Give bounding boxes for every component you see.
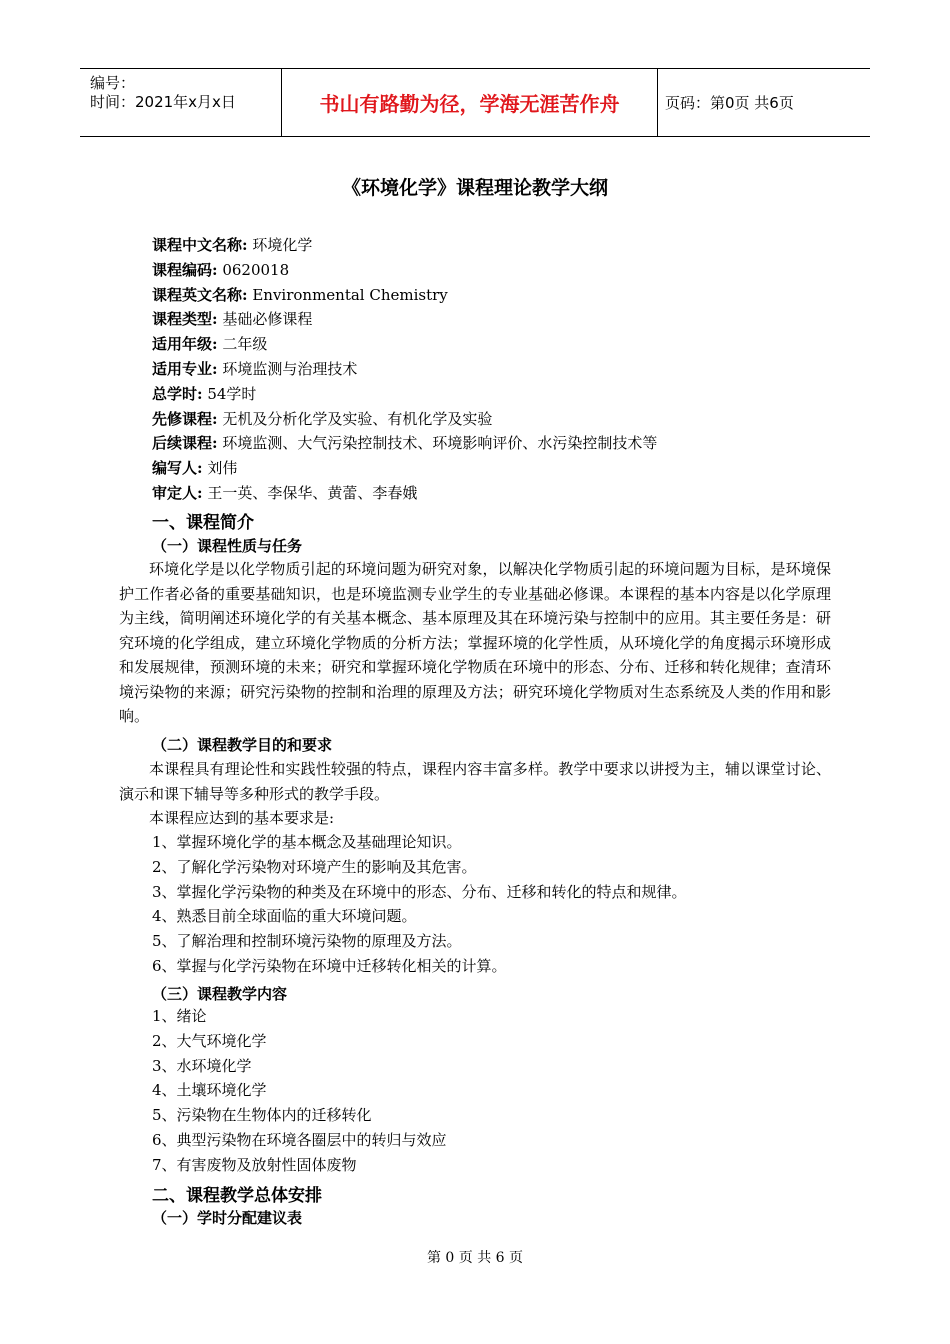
meta-row	[152, 332, 657, 357]
meta-row	[152, 357, 657, 382]
page-header	[80, 68, 870, 137]
section-heading-arrangement: 二、课程教学总体安排	[152, 1186, 322, 1206]
meta-row	[152, 431, 657, 456]
section-heading-intro: 一、课程简介	[152, 513, 254, 533]
goals-paragraph: 本课程具有理论性和实践性较强的特点，课程内容丰富多样。教学中要求以讲授为主，辅以课堂讨论、演示和课下辅导等多种形式的教学手段。	[119, 760, 831, 803]
goals-paragraph-block	[119, 757, 831, 831]
list-item: 6、典型污染物在环境各圈层中的转归与效应	[152, 1130, 447, 1149]
meta-row	[152, 382, 657, 407]
meta-key: 适用年级:	[152, 335, 218, 354]
meta-key: 课程类型:	[152, 310, 218, 329]
document-title: 《环境化学》课程理论教学大纲	[341, 177, 608, 199]
meta-row	[152, 481, 657, 506]
subsection-heading-content: （三）课程教学内容	[152, 985, 288, 1003]
meta-value: 王一英、李保华、黄蕾、李春娥	[207, 483, 418, 502]
list-item: 1、掌握环境化学的基本概念及基础理论知识。	[152, 833, 462, 851]
meta-key: 后续课程:	[152, 434, 218, 453]
meta-key: 适用专业:	[152, 359, 218, 378]
meta-value: 无机及分析化学及实验、有机化学及实验	[222, 409, 493, 428]
content-list	[152, 1004, 447, 1178]
time-label: 时间：2021年x月x日	[90, 93, 236, 111]
serial-label: 编号：	[90, 74, 136, 92]
list-item: 4、熟悉目前全球面临的重大环境问题。	[152, 907, 417, 926]
meta-value: 54学时	[207, 384, 257, 403]
list-item: 7、有害废物及放射性固体废物	[152, 1155, 357, 1174]
meta-row	[152, 233, 657, 258]
meta-key: 先修课程:	[152, 409, 218, 428]
list-item: 2、了解化学污染物对环境产生的影响及其危害。	[152, 857, 477, 876]
meta-row	[152, 407, 657, 432]
subsection-heading-goals: （二）课程教学目的和要求	[152, 736, 333, 754]
meta-key: 课程编码:	[152, 260, 218, 279]
list-item: 5、污染物在生物体内的迁移转化	[152, 1106, 372, 1125]
meta-key: 总学时:	[152, 384, 203, 403]
subsection-heading-nature: （一）课程性质与任务	[152, 537, 303, 555]
subsection-heading-hours: （一）学时分配建议表	[152, 1209, 303, 1227]
header-page-code: 页码：第0页 共6页	[665, 94, 794, 112]
meta-value: 环境监测与治理技术	[222, 359, 358, 378]
meta-row	[152, 456, 657, 481]
page-footer: 第 0 页 共 6 页	[426, 1250, 524, 1266]
list-item: 6、掌握与化学污染物在环境中迁移转化相关的计算。	[152, 956, 507, 975]
course-meta	[152, 233, 657, 506]
meta-value: 刘伟	[207, 459, 238, 478]
meta-key: 编写人:	[152, 459, 203, 478]
header-info-cell	[80, 69, 282, 136]
list-item: 2、大气环境化学	[152, 1031, 267, 1050]
list-item: 3、掌握化学污染物的种类及在环境中的形态、分布、迁移和转化的特点和规律。	[152, 882, 687, 901]
meta-key: 课程英文名称:	[152, 285, 248, 304]
list-item: 1、绪论	[152, 1007, 207, 1025]
meta-value: 二年级	[222, 335, 268, 354]
meta-key: 审定人:	[152, 483, 203, 502]
meta-value: 基础必修课程	[222, 310, 313, 329]
meta-value: 环境化学	[252, 236, 313, 254]
meta-key: 课程中文名称:	[152, 236, 248, 254]
meta-row	[152, 283, 657, 308]
requirements-list	[152, 830, 687, 979]
requirements-intro: 本课程应达到的基本要求是:	[149, 809, 335, 827]
nature-paragraph: 环境化学是以化学物质引起的环境问题为研究对象，以解决化学物质引起的环境问题为目标，是环境保护工作者必备的重要基础知识，也是环境监测专业学生的专业基础必修课。本课程的基本内容是以化学原理为主线，简明阐述环境化学的有关基本概念、基本原理及其在环境污染与控制中的应用。其主要任务是：研究环境的化学组成，建立环境化学物质的分析方法；掌握环境的化学性质，从环境化学的角度揭示环境形成和发展规律，预测环境的未来；研究和掌握环境化学物质在环境中的形态、分布、迁移和转化规律；查清环境污染物的来源；研究污染物的控制和治理的原理及方法；研究环境化学物质对生态系统及人类的作用和影响。	[119, 560, 831, 725]
list-item: 4、土壤环境化学	[152, 1081, 267, 1100]
list-item: 3、水环境化学	[152, 1056, 252, 1075]
list-item: 5、了解治理和控制环境污染物的原理及方法。	[152, 932, 462, 951]
header-motto: 书山有路勤为径，学海无涯苦作舟	[282, 69, 658, 136]
meta-row	[152, 258, 657, 283]
meta-value: 环境监测、大气污染控制技术、环境影响评价、水污染控制技术等	[222, 434, 658, 453]
meta-value: 0620018	[222, 260, 290, 279]
meta-value: Environmental Chemistry	[252, 285, 448, 304]
nature-paragraph-block	[119, 557, 831, 729]
meta-row	[152, 307, 657, 332]
